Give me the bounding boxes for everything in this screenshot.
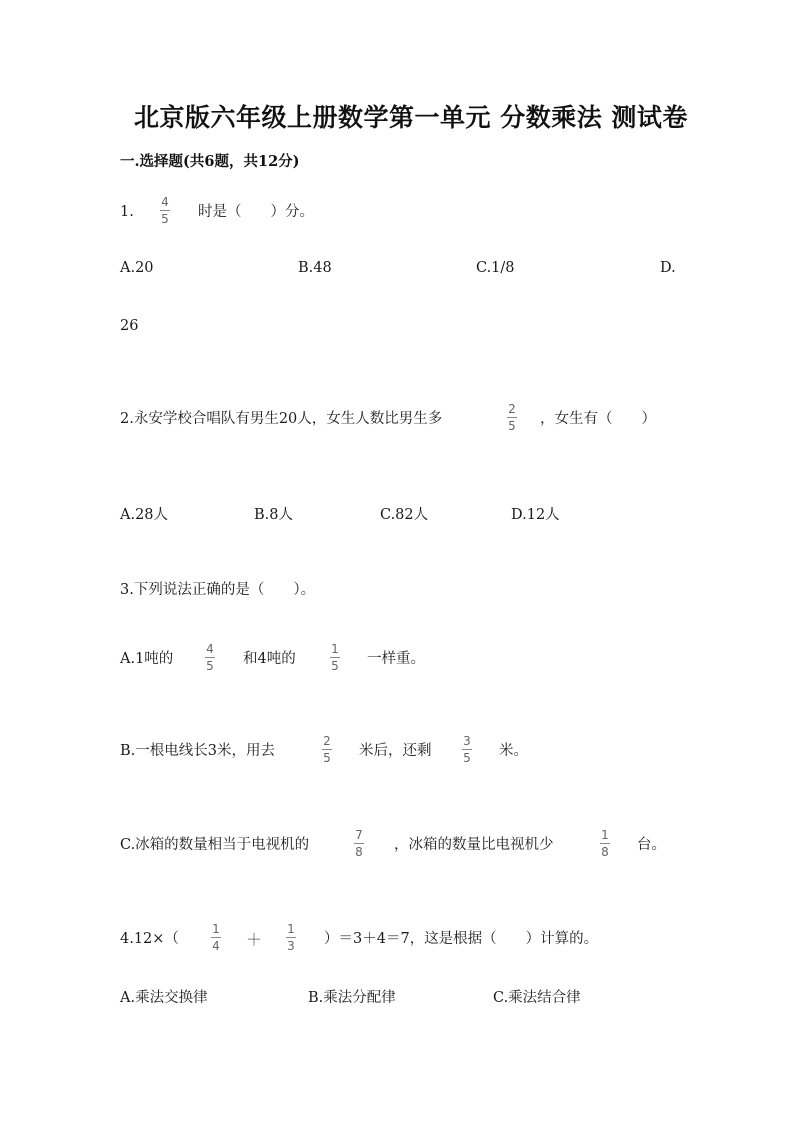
fraction	[600, 829, 610, 859]
question-text-end: ，女生有（ ）	[540, 411, 656, 427]
fraction-numerator: 3	[463, 734, 471, 748]
fraction-numerator: 4	[161, 195, 169, 209]
option-text: A.1吨的	[120, 651, 174, 667]
fraction-bar	[354, 843, 364, 844]
question-stem: 3.下列说法正确的是（ ）。	[120, 582, 316, 598]
option-a[interactable]: A.20	[120, 260, 154, 276]
fraction-bar	[462, 749, 472, 750]
option-text: C.冰箱的数量相当于电视机的	[120, 837, 310, 853]
option-b[interactable]: B.8人	[254, 507, 293, 523]
option-c[interactable]: C.乘法结合律	[493, 990, 581, 1006]
fraction-denominator: 5	[323, 751, 331, 765]
question-text-end: ）＝3＋4＝7，这是根据（ ）计算的。	[324, 931, 599, 947]
option-text: 米。	[499, 743, 528, 759]
page-title: 北京版六年级上册数学第一单元 分数乘法 测试卷	[134, 103, 688, 132]
option-text: ，冰箱的数量比电视机少	[394, 837, 554, 853]
fraction	[160, 196, 170, 226]
option-d[interactable]: D.12人	[511, 507, 560, 523]
fraction-numerator: 2	[508, 402, 516, 416]
option-a[interactable]: A.乘法交换律	[120, 990, 208, 1006]
option-text: 米后，还剩	[359, 743, 432, 759]
fraction-denominator: 5	[331, 659, 339, 673]
option-text: 一样重。	[367, 651, 425, 667]
option-text: B.一根电线长3米，用去	[120, 743, 275, 759]
fraction-numerator: 1	[287, 922, 295, 936]
option-text: 和4吨的	[243, 651, 296, 667]
question-text: 4.12×（	[120, 931, 179, 947]
plus-sign: ＋	[246, 930, 263, 949]
fraction-bar	[330, 657, 340, 658]
fraction-bar	[600, 843, 610, 844]
fraction-denominator: 4	[212, 939, 220, 953]
fraction-denominator: 8	[601, 845, 609, 859]
option-c[interactable]: C.1/8	[476, 260, 515, 276]
fraction-numerator: 4	[206, 642, 214, 656]
question-number: 1.	[120, 204, 134, 220]
section-heading: 一.选择题(共6题，共12分)	[120, 153, 300, 170]
fraction-numerator: 1	[601, 828, 609, 842]
fraction-denominator: 3	[287, 939, 295, 953]
fraction-denominator: 5	[463, 751, 471, 765]
fraction	[354, 829, 364, 859]
option-a[interactable]: A.28人	[120, 507, 169, 523]
fraction-bar	[160, 210, 170, 211]
fraction-numerator: 2	[323, 734, 331, 748]
fraction-bar	[286, 937, 296, 938]
fraction-bar	[322, 749, 332, 750]
option-b[interactable]: B.乘法分配律	[308, 990, 396, 1006]
option-c[interactable]: C.82人	[380, 507, 429, 523]
option-d-continued[interactable]: 26	[120, 318, 139, 334]
fraction-numerator: 1	[331, 642, 339, 656]
fraction-numerator: 1	[212, 922, 220, 936]
fraction-denominator: 8	[355, 845, 363, 859]
fraction-denominator: 5	[161, 212, 169, 226]
fraction	[462, 735, 472, 765]
option-text: 台。	[637, 837, 666, 853]
fraction-bar	[211, 937, 221, 938]
fraction	[286, 923, 296, 953]
fraction-denominator: 5	[206, 659, 214, 673]
fraction-denominator: 5	[508, 419, 516, 433]
fraction	[205, 643, 215, 673]
fraction	[211, 923, 221, 953]
fraction	[507, 403, 517, 433]
fraction	[322, 735, 332, 765]
fraction-bar	[205, 657, 215, 658]
question-text: 2.永安学校合唱队有男生20人，女生人数比男生多	[120, 411, 443, 427]
fraction-numerator: 7	[355, 828, 363, 842]
fraction-bar	[507, 417, 517, 418]
option-d[interactable]: D.	[660, 260, 676, 276]
fraction	[330, 643, 340, 673]
option-b[interactable]: B.48	[298, 260, 332, 276]
question-text: 时是（ ）分。	[198, 204, 314, 220]
